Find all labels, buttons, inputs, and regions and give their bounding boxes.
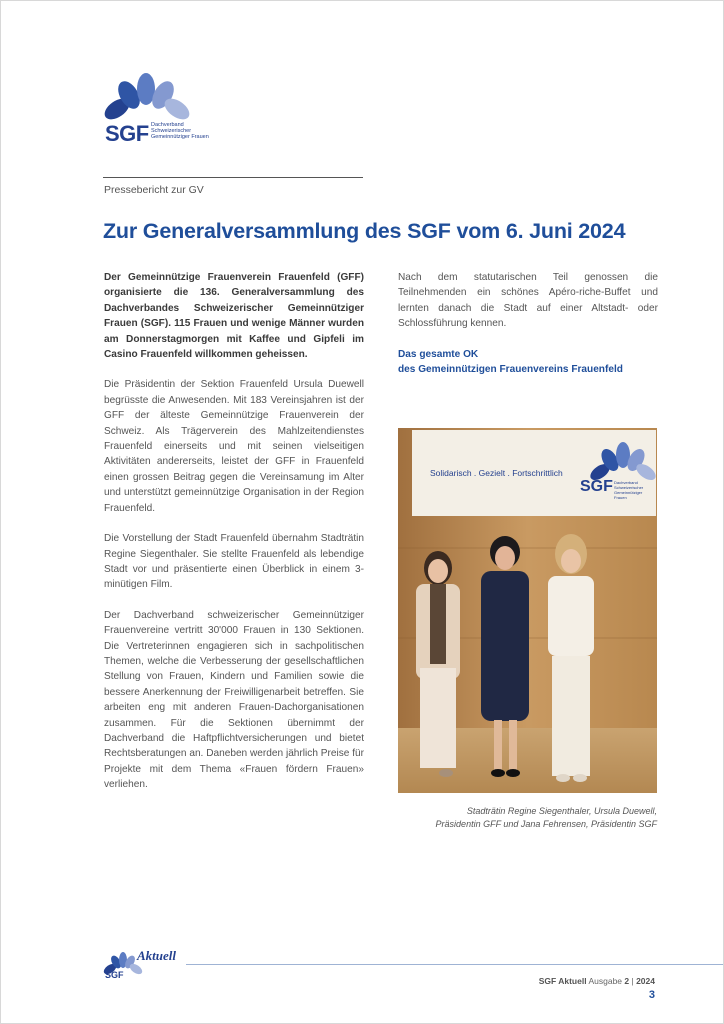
page-number: 3 <box>648 989 655 1001</box>
footer-aktuell: Aktuell <box>137 948 177 963</box>
lead-paragraph: Der Gemeinnützige Frauenverein Frauenfeld (GFF) organisierte die 136. Generalversammlung des Dachverbandes Schweizerischer Gemeinnütziger Frauen (SGF). 115 Frauen und wenige Männer wurden am Donnerstagmorgen mit Kaffee und Gipfeli im Casino Frauenfeld willkommen geheissen. <box>104 272 364 361</box>
sgf-logo <box>101 71 211 151</box>
signature <box>398 347 658 378</box>
fan-logo-icon <box>101 71 211 121</box>
issue-info: SGF Aktuell Ausgabe 2 | 2024 <box>538 976 655 986</box>
issue-label: Ausgabe <box>588 976 623 986</box>
banner-brand: SGF <box>580 478 613 495</box>
issue-year: 2024 <box>636 976 655 986</box>
footer-brand: SGF <box>105 970 124 980</box>
caption-line-2: Präsidentin GFF und Jana Fehrensen, Präsidentin SGF <box>435 819 657 829</box>
event-photo <box>398 428 657 793</box>
banner-slogan: Solidarisch . Gezielt . Fortschrittlich <box>430 468 563 478</box>
photo-caption <box>398 805 657 831</box>
logo-brand: SGF <box>105 121 149 146</box>
left-column <box>104 270 364 808</box>
signature-line-2: des Gemeinnützigen Frauenvereins Frauenfeld <box>398 364 623 376</box>
signature-line-1: Das gesamte OK <box>398 348 479 360</box>
paragraph: Die Präsidentin der Sektion Frauenfeld Ursula Duewell begrüsste die Anwesenden. Mit 183 Vereinsjahren ist der GFF der älteste Gemeinnützige Frauenverein der Schweiz. Als Trägerverein des Mahlzeitendienstes Frauenfeld einerseits und mit seinen vielseitigen Aktivitäten andererseits, leistet der GFF in Frauenfeld einen grossen Beitrag gegen die Vereinsamung im Alter und unterstützt gemeinnützige Organisation in der Region Frauenfeld. <box>104 379 364 514</box>
footer-divider <box>186 964 723 965</box>
caption-line-1: Stadträtin Regine Siegenthaler, Ursula Duewell, <box>466 806 657 816</box>
paragraph: Nach dem statutarischen Teil genossen die Teilnehmenden ein schönes Apéro-riche-Buffet und lernten danach die Stadt auf einer Altstadt- oder Schlossführung kennen. <box>398 272 658 330</box>
right-column <box>398 270 658 392</box>
header-divider <box>103 177 363 178</box>
logo-subtitle: Dachverband Schweizerischer Gemeinnütziger Frauen <box>151 122 209 140</box>
publication-name: SGF Aktuell <box>538 976 587 986</box>
paragraph: Der Dachverband schweizerischer Gemeinnütziger Frauenvereine vertritt 30'000 Frauen in 130 Sektionen. Die Vertreterinnen engagieren sich in sachpolitischen Themen, welche die Verbesserung der gesellschaftlichen Stellung von Frauen, Kindern und Familien sowie die bessere Anerkennung der Freiwilligenarbeit betreffen. Sie arbeiten eng mit anderen Frauen-Dachorganisationen zusammen. Für die Sektionen übernimmt der Dachverband die Haftpflichtversicherungen und bietet Rechtsberatungen an. Daneben werden jährlich Preise für Projekte mit dem Thema «Frauen fördern Frauen» verliehen. <box>104 609 364 791</box>
page-title: Zur Generalversammlung des SGF vom 6. Juni 2024 <box>103 219 626 243</box>
issue-number: 2 <box>624 976 630 986</box>
kicker: Pressebericht zur GV <box>104 184 204 196</box>
banner-subtitle: Dachverband Schweizerischer Gemeinnütziger Frauen <box>614 480 644 500</box>
paragraph: Die Vorstellung der Stadt Frauenfeld übernahm Stadträtin Regine Siegenthaler. Sie stellte Frauenfeld als lebendige Stadt vor und präsentierte einen Überblick in einem 3-minütigen Film. <box>104 533 364 591</box>
